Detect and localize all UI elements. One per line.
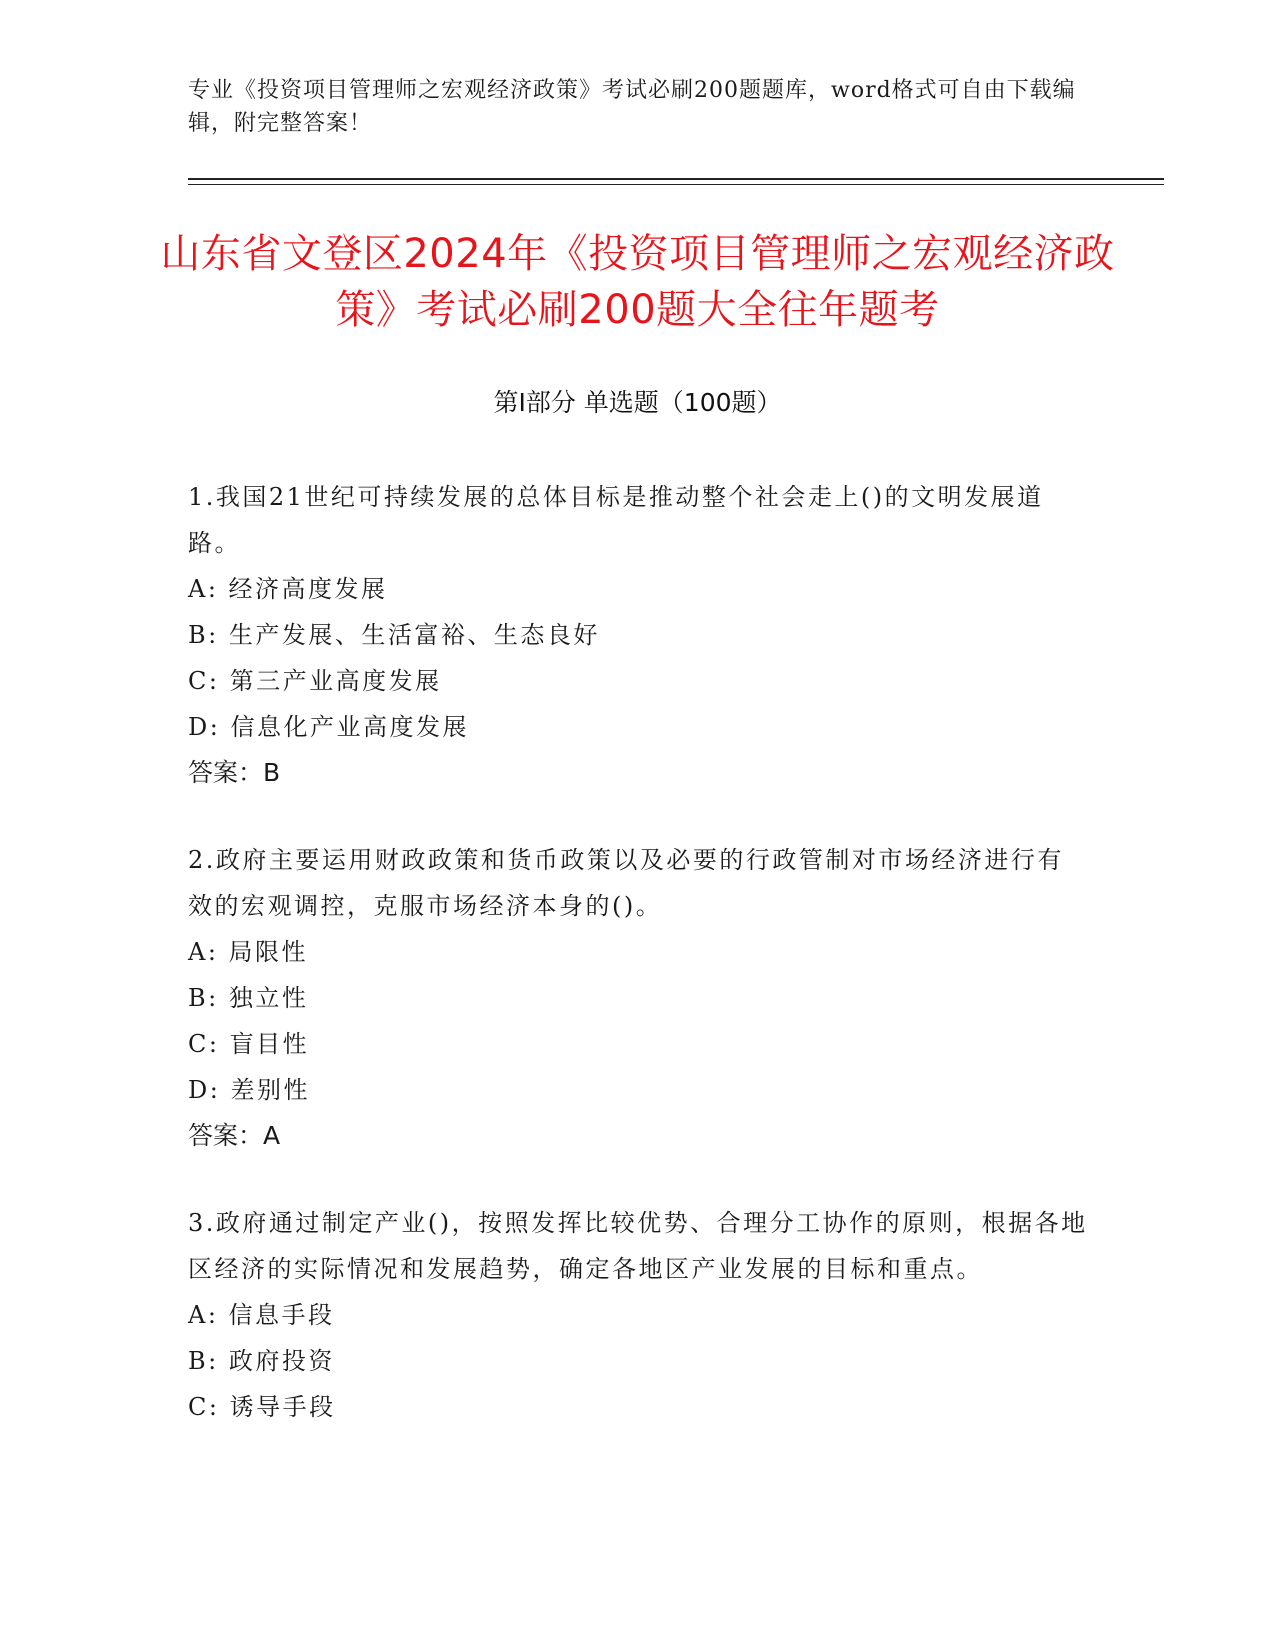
header-divider-thick [188,178,1164,180]
document-title: 山东省文登区2024年《投资项目管理师之宏观经济政策》考试必刷200题大全往年题考 [160,231,1115,333]
section-title: 第Ⅰ部分 单选题（100题） [493,388,782,417]
question-1 [188,474,1088,796]
option-a: A: 信息手段 [188,1301,335,1329]
question-stem: 1.我国21世纪可持续发展的总体目标是推动整个社会走上()的文明发展道路。 [188,483,1044,557]
option-a: A: 局限性 [188,938,309,966]
option-c: C: 第三产业高度发展 [188,667,442,695]
header-divider-thin [188,184,1164,185]
option-c: C: 盲目性 [188,1030,310,1058]
answer: 答案：A [188,1121,281,1150]
option-d: D: 信息化产业高度发展 [188,713,469,741]
question-2 [188,837,1088,1159]
option-d: D: 差别性 [188,1076,310,1104]
answer: 答案：B [188,758,281,787]
option-b: B: 生产发展、生活富裕、生态良好 [188,621,600,649]
option-a: A: 经济高度发展 [188,575,388,603]
question-stem: 3.政府通过制定产业()，按照发挥比较优势、合理分工协作的原则，根据各地区经济的实际情况和发展趋势，确定各地区产业发展的目标和重点。 [188,1209,1088,1283]
option-c: C: 诱导手段 [188,1393,336,1421]
question-stem: 2.政府主要运用财政政策和货币政策以及必要的行政管制对市场经济进行有效的宏观调控，克服市场经济本身的()。 [188,846,1064,920]
option-b: B: 政府投资 [188,1347,335,1375]
header-note: 专业《投资项目管理师之宏观经济政策》考试必刷200题题库，word格式可自由下载编辑，附完整答案！ [188,78,1076,136]
option-b: B: 独立性 [188,984,309,1012]
question-3 [188,1200,1088,1430]
